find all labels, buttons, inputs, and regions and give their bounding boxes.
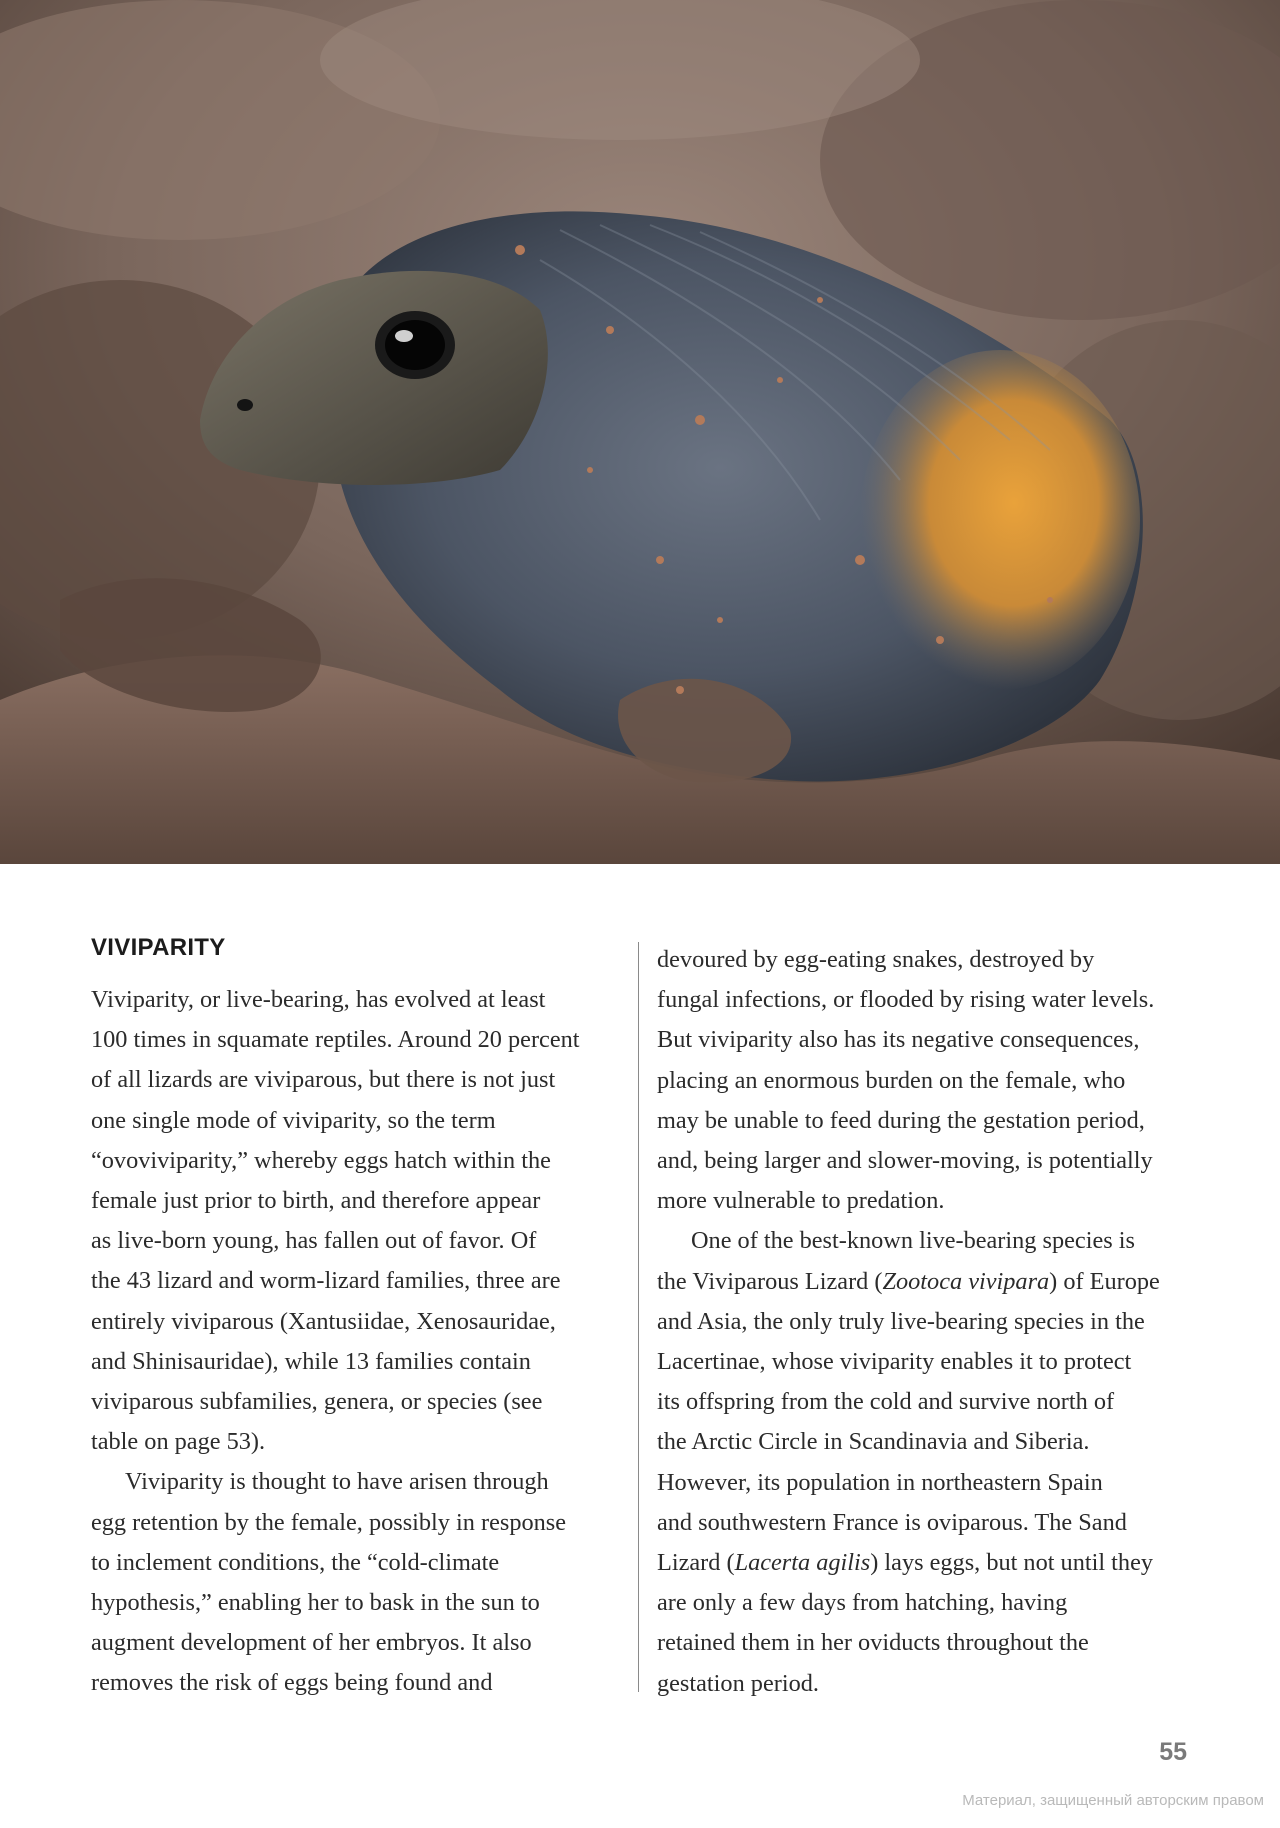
text-line: its offspring from the cold and survive north of: [657, 1388, 1115, 1416]
text-line: the 43 lizard and worm-lizard families, three are: [91, 1267, 561, 1295]
text-line: one single mode of viviparity, so the term: [91, 1106, 496, 1134]
text-line: [657, 1543, 1197, 1583]
text-line: the Arctic Circle in Scandinavia and Siberia.: [657, 1428, 1090, 1456]
text-line: fungal infections, or flooded by rising water levels.: [657, 986, 1155, 1014]
text-line: 100 times in squamate reptiles. Around 20 percent: [91, 1026, 580, 1054]
text-line: viviparous subfamilies, genera, or species (see: [91, 1388, 543, 1416]
text-line: female just prior to birth, and therefore appear: [91, 1187, 541, 1215]
text-line: table on page 53).: [91, 1428, 266, 1456]
text-line: as live-born young, has fallen out of favor. Of: [91, 1227, 537, 1255]
text-line: to inclement conditions, the “cold-climate: [91, 1548, 500, 1576]
text-line: and Shinisauridae), while 13 families contain: [91, 1347, 531, 1375]
text-fragment: the Viviparous Lizard (: [657, 1267, 883, 1295]
text-line: entirely viviparous (Xantusiidae, Xenosauridae,: [91, 1307, 556, 1335]
text-line: However, its population in northeastern Spain: [657, 1468, 1103, 1496]
text-line: Viviparity, or live-bearing, has evolved at least: [91, 986, 546, 1013]
text-line: removes the risk of eggs being found and: [91, 1669, 493, 1697]
text-line: Lacertinae, whose viviparity enables it to protect: [657, 1348, 1132, 1376]
text-line: and Asia, the only truly live-bearing species in the: [657, 1307, 1145, 1335]
text-fragment: ) of Europe: [1049, 1267, 1160, 1295]
text-line: placing an enormous burden on the female, who: [657, 1066, 1126, 1094]
text-line: gestation period.: [657, 1669, 819, 1697]
species-name-italic: Lacerta agilis: [734, 1549, 871, 1577]
text-line: “ovoviviparity,” whereby eggs hatch within the: [91, 1146, 551, 1174]
text-line: devoured by egg-eating snakes, destroyed by: [657, 946, 1095, 973]
lizard-photo: [0, 0, 1280, 864]
text-line: augment development of her embryos. It also: [91, 1629, 532, 1657]
copyright-watermark: Материал, защищенный авторским правом: [962, 1792, 1264, 1809]
page-number: 55: [1159, 1738, 1187, 1766]
text-fragment: ) lays eggs, but not until they: [870, 1549, 1154, 1577]
column-divider: [638, 942, 639, 1692]
left-column: [91, 980, 631, 1704]
text-line: Viviparity is thought to have arisen through: [125, 1468, 549, 1496]
text-line: more vulnerable to predation.: [657, 1187, 945, 1215]
text-line: and southwestern France is oviparous. The Sand: [657, 1508, 1127, 1536]
text-line: But viviparity also has its negative consequences,: [657, 1026, 1140, 1054]
text-line: and, being larger and slower-moving, is potentially: [657, 1147, 1153, 1175]
species-name-italic: Zootoca vivipara: [882, 1267, 1050, 1295]
text-line: egg retention by the female, possibly in response: [91, 1508, 567, 1536]
text-line: are only a few days from hatching, having: [657, 1589, 1068, 1617]
text-line: may be unable to feed during the gestation period,: [657, 1106, 1145, 1134]
text-line: [657, 1262, 1197, 1302]
text-line: retained them in her oviducts throughout the: [657, 1629, 1089, 1657]
text-line: One of the best-known live-bearing species is: [691, 1227, 1135, 1255]
right-column: [657, 940, 1197, 1704]
text-fragment: Lizard (: [657, 1549, 735, 1577]
text-line: hypothesis,” enabling her to bask in the sun to: [91, 1589, 540, 1617]
text-line: of all lizards are viviparous, but there is not just: [91, 1066, 556, 1094]
section-heading: VIVIPARITY: [91, 934, 226, 961]
